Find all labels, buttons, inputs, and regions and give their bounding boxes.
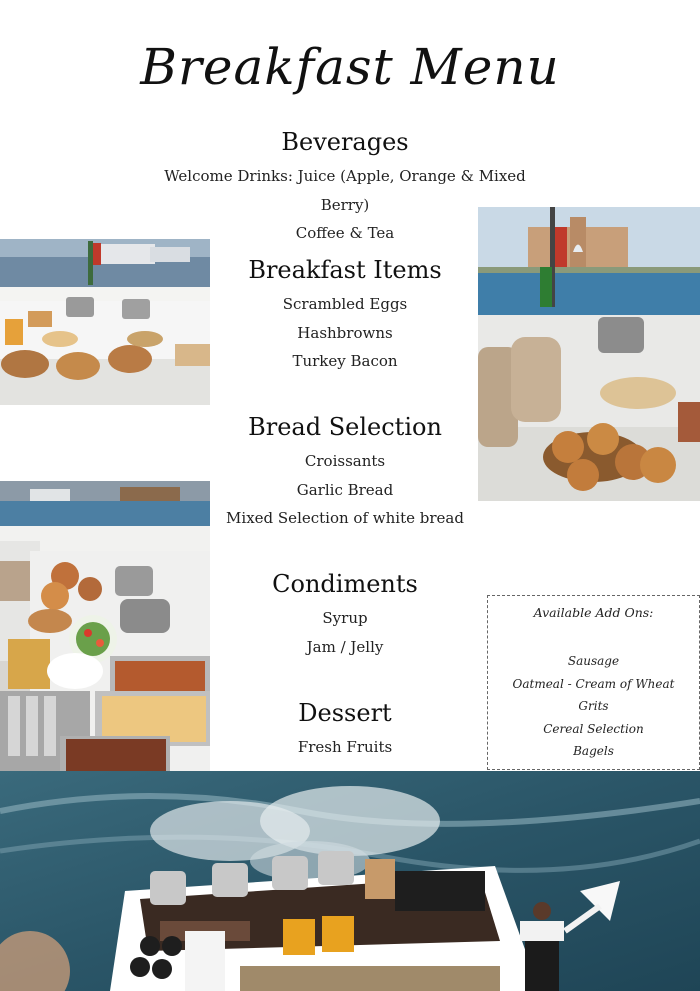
addon-item: Bagels <box>573 744 614 758</box>
aerial-yacht-photo <box>0 771 700 991</box>
menu-item: Coffee & Tea <box>295 224 395 242</box>
yacht-buffet-photo <box>0 481 210 771</box>
condiments-heading: Condiments <box>272 570 418 598</box>
atlantis-view-illustration <box>478 207 700 501</box>
yacht-buffet-illustration <box>0 481 210 771</box>
addons-box <box>487 595 700 770</box>
addons-heading: Available Add Ons: <box>533 605 654 620</box>
menu-item: Jam / Jelly <box>306 637 384 656</box>
menu-item: Croissants <box>304 452 386 470</box>
menu-item: Hashbrowns <box>297 323 393 342</box>
addon-item: Cereal Selection <box>543 721 644 736</box>
buffet-deck-photo <box>0 239 210 405</box>
beverages-heading: Beverages <box>281 128 409 156</box>
menu-item: Fresh Fruits <box>297 738 393 756</box>
menu-item: Turkey Bacon <box>292 352 398 370</box>
menu-item: Mixed Selection of white bread <box>226 509 464 527</box>
menu-title: Breakfast Menu <box>140 38 560 96</box>
dessert-heading: Dessert <box>298 699 392 727</box>
buffet-deck-illustration <box>0 239 210 405</box>
bread-selection-heading: Bread Selection <box>248 413 442 441</box>
breakfast-items-heading: Breakfast Items <box>248 256 442 284</box>
menu-item: Scrambled Eggs <box>282 295 408 313</box>
atlantis-view-photo <box>478 207 700 501</box>
menu-item: Welcome Drinks: Juice (Apple, Orange & Mixed Berry) <box>164 167 526 214</box>
addon-item: Oatmeal - Cream of Wheat <box>512 676 675 691</box>
aerial-yacht-illustration <box>0 771 700 991</box>
addons-list <box>488 650 699 763</box>
addon-item: Grits <box>578 699 609 713</box>
addon-item: Sausage <box>567 654 620 668</box>
menu-item: Garlic Bread <box>296 480 394 499</box>
menu-item: Syrup <box>322 609 368 627</box>
